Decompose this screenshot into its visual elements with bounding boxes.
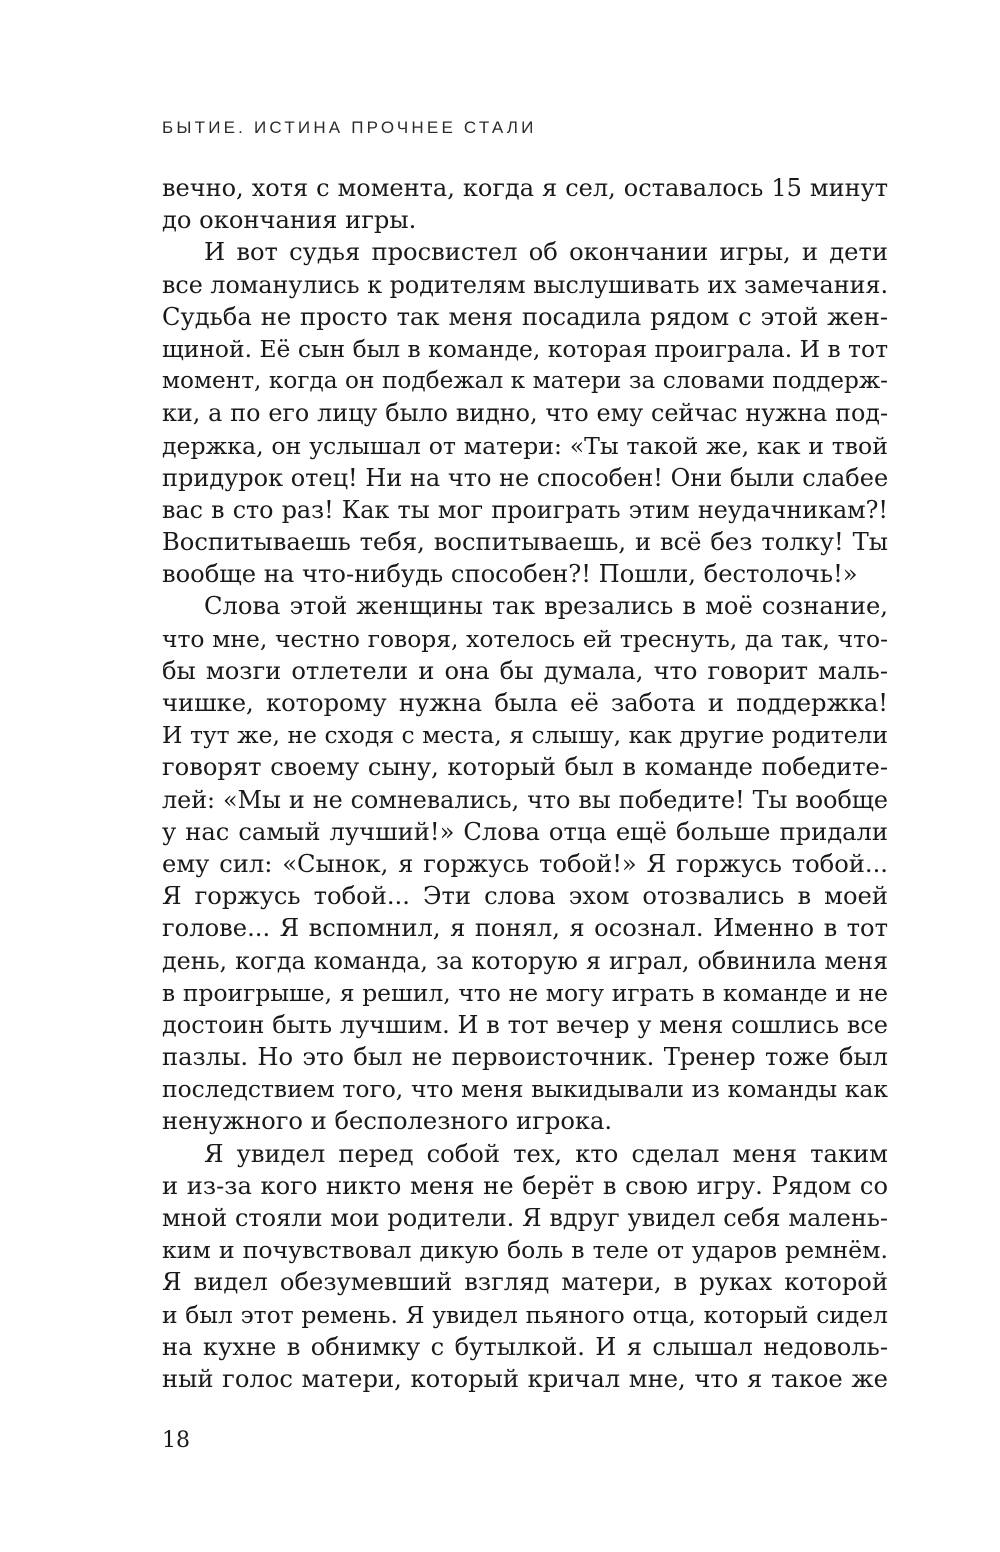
text-line: Я видел обезумевший взгляд матери, в руках которой: [162, 1268, 888, 1297]
text-line: момент, когда он подбежал к матери за словами поддерж-: [162, 367, 888, 395]
body-text: [162, 172, 888, 1395]
text-line: голове... Я вспомнил, я понял, я осознал. Именно в тот: [162, 914, 888, 943]
text-line: придурок отец! Ни на что не способен! Они были слабее: [162, 463, 888, 492]
text-line: Судьба не просто так меня посадила рядом с этой жен-: [162, 302, 888, 331]
text-line: мной стояли мои родители. Я вдруг увидел себя малень-: [162, 1204, 888, 1232]
text-line: на кухне в обнимку с бутылкой. И я слышал недоволь-: [162, 1332, 888, 1361]
text-line: ный голос матери, который кричал мне, что я такое же: [162, 1364, 888, 1393]
text-line: все ломанулись к родителям выслушивать их замечания.: [162, 270, 888, 299]
text-line: и был этот ремень. Я увидел пьяного отца, который сидел: [162, 1300, 888, 1329]
text-line: вечно, хотя с момента, когда я сел, оставалось 15 минут: [162, 174, 888, 202]
text-line: говорят своему сыну, который был в команде победите-: [162, 753, 888, 782]
page-number: 18: [162, 1428, 190, 1453]
text-line: Слова этой женщины так врезались в моё сознание,: [204, 592, 888, 621]
text-line: ки, а по его лицу было видно, что ему сейчас нужна под-: [162, 399, 888, 428]
text-line: щиной. Её сын был в команде, которая проиграла. И в тот: [162, 334, 888, 363]
text-line: в проигрыше, я решил, что не могу играть в команде и не: [162, 978, 888, 1007]
text-line: И вот судья просвистел об окончании игры, и дети: [204, 238, 888, 267]
text-line: Я горжусь тобой... Эти слова эхом отозвались в моей: [162, 882, 888, 911]
text-line: ким и почувствовал дикую боль в теле от ударов ремнём.: [162, 1236, 888, 1265]
text-line: достоин быть лучшим. И в тот вечер у меня сошлись все: [162, 1010, 888, 1039]
text-line: вообще на что-нибудь способен?! Пошли, бестолочь!»: [162, 560, 858, 589]
text-line: вас в сто раз! Как ты мог проиграть этим неудачникам?!: [162, 495, 888, 524]
text-line: что мне, честно говоря, хотелось ей треснуть, да так, что-: [162, 624, 888, 653]
running-header: БЫТИЕ. ИСТИНА ПРОЧНЕЕ СТАЛИ: [162, 118, 537, 137]
text-line: ему сил: «Сынок, я горжусь тобой!» Я горжусь тобой...: [162, 849, 888, 878]
text-line: лей: «Мы и не сомневались, что вы победите! Ты вообще: [162, 785, 888, 814]
text-line: И тут же, не сходя с места, я слышу, как другие родители: [162, 721, 888, 750]
text-line: бы мозги отлетели и она бы думала, что говорит маль-: [162, 656, 888, 685]
text-line: ненужного и бесполезного игрока.: [162, 1107, 613, 1136]
text-line: держка, он услышал от матери: «Ты такой же, как и твой: [162, 431, 888, 460]
text-line: до окончания игры.: [162, 206, 417, 235]
text-line: и из-за кого никто меня не берёт в свою игру. Рядом со: [162, 1171, 888, 1200]
text-line: у нас самый лучший!» Слова отца ещё больше придали: [162, 817, 888, 846]
text-line: Я увидел перед собой тех, кто сделал меня таким: [204, 1139, 888, 1168]
text-line: последствием того, что меня выкидывали из команды как: [162, 1075, 888, 1104]
text-line: Воспитываешь тебя, воспитываешь, и всё без толку! Ты: [162, 528, 888, 557]
text-line: пазлы. Но это был не первоисточник. Тренер тоже был: [162, 1043, 888, 1072]
text-line: чишке, которому нужна была её забота и поддержка!: [162, 689, 888, 717]
text-line: день, когда команда, за которую я играл, обвинила меня: [162, 946, 888, 975]
